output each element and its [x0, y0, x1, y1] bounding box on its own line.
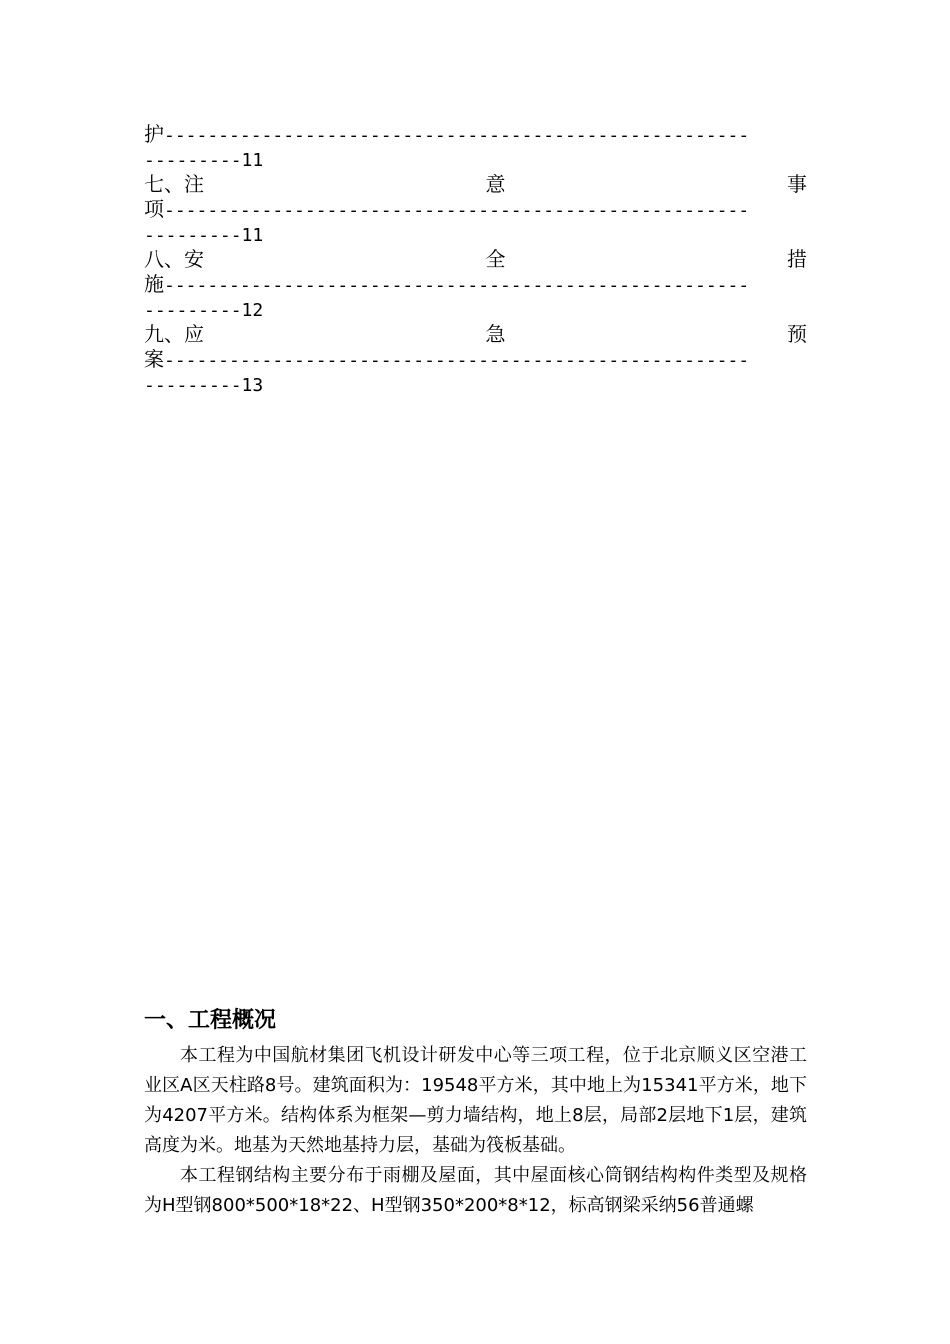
- toc-entry-title-row: [144, 322, 807, 347]
- toc-entry-title: 施: [144, 272, 164, 296]
- toc-entry-title: 九、应: [144, 322, 204, 346]
- toc-entry-title: 八、安: [144, 247, 204, 271]
- toc-leader: ---------: [144, 375, 242, 396]
- toc-entry-line: [144, 372, 807, 397]
- toc-entry-title: 案: [144, 347, 164, 371]
- toc-entry-title-row: [144, 247, 807, 272]
- toc-entry-title: 全: [485, 247, 506, 271]
- toc-entry-title: 七、注: [144, 172, 204, 196]
- toc-leader: ------------------------------------------------------: [164, 350, 750, 371]
- table-of-contents: [144, 122, 807, 397]
- toc-leader: ------------------------------------------------------: [164, 275, 750, 296]
- toc-leader: ---------: [144, 225, 242, 246]
- toc-page-number: 12: [241, 300, 264, 321]
- toc-page-number: 11: [241, 225, 264, 246]
- toc-page-number: 11: [241, 150, 264, 171]
- toc-entry-title: 预: [787, 322, 807, 346]
- toc-entry-line: [144, 347, 807, 372]
- section-body: [144, 1041, 807, 1221]
- toc-entry-line: [144, 147, 807, 172]
- toc-leader: ------------------------------------------------------: [164, 200, 750, 221]
- toc-page-number: 13: [241, 375, 264, 396]
- body-paragraph: 本工程为中国航材集团飞机设计研发中心等三项工程，位于北京顺义区空港工业区A区天柱路8号。建筑面积为：19548平方米，其中地上为15341平方米，地下为4207平方米。结构体系为框架—剪力墙结构，地上8层，局部2层地下1层，建筑高度为米。地基为天然地基持力层，基础为筏板基础。: [144, 1045, 807, 1156]
- toc-leader: ---------: [144, 150, 242, 171]
- toc-entry-title: 措: [787, 247, 807, 271]
- toc-entry-line: [144, 122, 807, 147]
- toc-leader: ---------: [144, 300, 242, 321]
- toc-entry-title: 项: [144, 197, 164, 221]
- toc-entry-title: 护: [144, 122, 164, 146]
- toc-entry-title: 急: [485, 322, 506, 346]
- toc-entry-title: 事: [787, 172, 807, 196]
- toc-entry-title-row: [144, 172, 807, 197]
- toc-entry-line: [144, 297, 807, 322]
- toc-entry-line: [144, 272, 807, 297]
- toc-entry-line: [144, 197, 807, 222]
- toc-entry-title: 意: [485, 172, 506, 196]
- toc-leader: ------------------------------------------------------: [164, 125, 750, 146]
- body-paragraph: 本工程钢结构主要分布于雨棚及屋面，其中屋面核心筒钢结构构件类型及规格为H型钢800*500*18*22、H型钢350*200*8*12，标高钢梁采纳56普通螺: [144, 1165, 807, 1216]
- section-heading: 一、工程概况: [144, 1008, 277, 1033]
- toc-entry-line: [144, 222, 807, 247]
